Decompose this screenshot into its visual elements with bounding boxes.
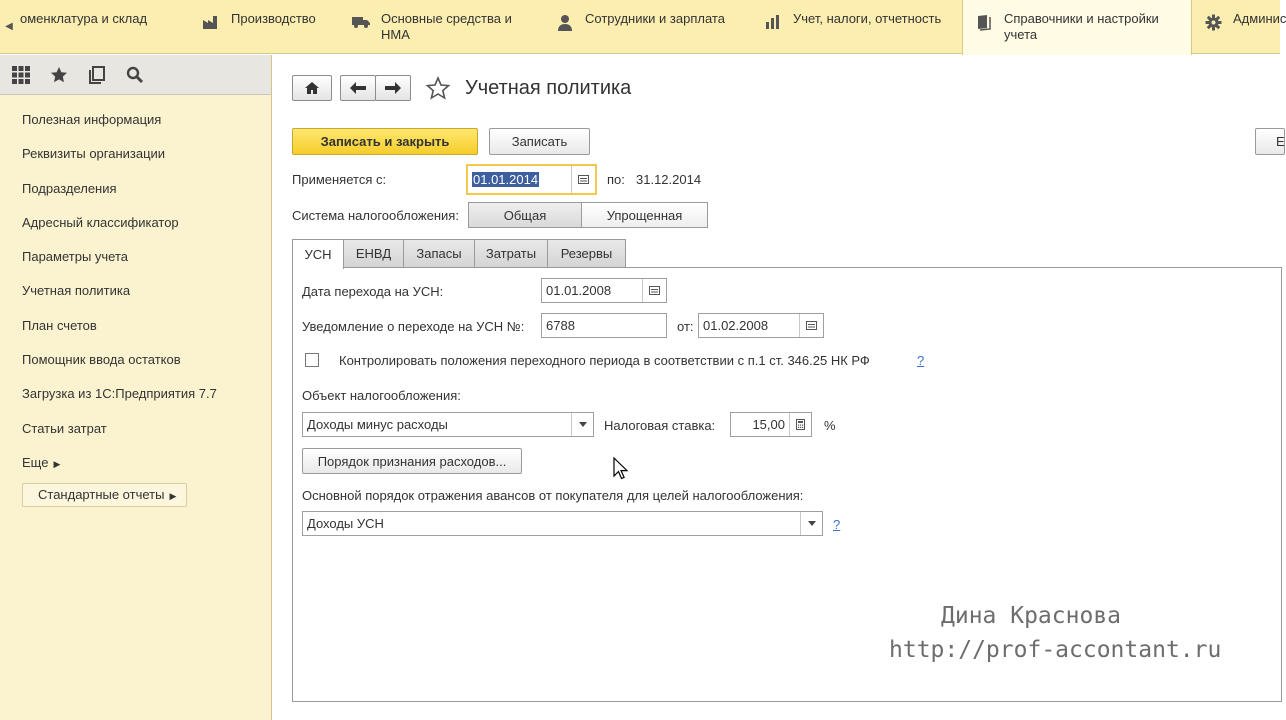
section-label: Основные средства и НМА: [381, 11, 512, 42]
nav-item-import-77[interactable]: Загрузка из 1С:Предприятия 7.7: [22, 386, 217, 402]
section-fixed-assets[interactable]: [340, 0, 544, 53]
tax-rate-field[interactable]: [730, 412, 812, 437]
more-actions-button[interactable]: Е: [1255, 128, 1285, 155]
history-icon[interactable]: [86, 64, 108, 86]
tab-costs[interactable]: Затраты: [474, 239, 548, 267]
nav-item-useful-info[interactable]: Полезная информация: [22, 112, 162, 127]
tax-object-select[interactable]: [302, 412, 594, 437]
section-label: оменклатура и склад: [20, 11, 148, 26]
watermark-url: http://prof-accontant.ru: [889, 637, 1222, 663]
section-accounting[interactable]: [752, 0, 962, 53]
section-label: Админис: [1233, 11, 1286, 26]
mouse-cursor-icon: [613, 457, 629, 481]
nav-item-chart-of-accounts[interactable]: План счетов: [22, 317, 97, 333]
section-label: Сотрудники и зарплата: [585, 11, 725, 26]
section-label: Справочники и настройки учета: [1004, 11, 1159, 42]
tab-bar: [292, 239, 625, 268]
tax-object-value: Доходы минус расходы: [307, 417, 448, 432]
search-icon[interactable]: [124, 64, 146, 86]
applies-from-field[interactable]: [466, 164, 597, 195]
chevron-right-icon: ▶: [169, 491, 177, 502]
applies-from-value: 01.01.2014: [473, 172, 539, 187]
chevron-right-icon: ▶: [53, 458, 61, 469]
transition-date-value: 01.01.2008: [546, 283, 612, 298]
arrow-left-icon: [350, 82, 366, 94]
nav-item-org-details[interactable]: Реквизиты организации: [22, 146, 166, 162]
expense-recognition-order-button[interactable]: Порядок признания расходов...: [302, 448, 522, 474]
chart-icon: [762, 12, 784, 32]
notice-from-label: от:: [677, 319, 694, 334]
tax-system-label: Система налогообложения:: [292, 208, 459, 223]
notice-number-value: 6788: [546, 318, 575, 333]
dropdown-arrow-icon[interactable]: [571, 413, 593, 436]
nav-item-opening-balances[interactable]: Помощник ввода остатков: [22, 352, 181, 368]
tab-envd[interactable]: ЕНВД: [343, 239, 404, 267]
arrow-right-icon: [385, 82, 401, 94]
calendar-icon[interactable]: [571, 166, 595, 193]
notice-date-value: 01.02.2008: [703, 318, 769, 333]
nav-item-accounting-params[interactable]: Параметры учета: [22, 249, 129, 265]
section-production[interactable]: [190, 0, 340, 53]
factory-icon: [200, 12, 222, 32]
navigation-list: [0, 95, 271, 480]
applies-to-label: по:: [607, 172, 625, 187]
tax-system-general-option[interactable]: Общая: [468, 202, 582, 228]
tax-system-switch: [468, 202, 708, 228]
advances-label: Основной порядок отражения авансов от покупателя для целей налогообложения:: [302, 488, 804, 503]
section-label: Производство: [231, 11, 316, 26]
calculator-icon[interactable]: [789, 413, 811, 436]
history-nav: [340, 75, 411, 101]
notice-number-field[interactable]: [541, 313, 667, 338]
favorites-star-icon[interactable]: [48, 64, 70, 86]
page-title: Учетная политика: [465, 76, 632, 99]
section-inventory[interactable]: [18, 0, 190, 53]
form-area: [273, 55, 1285, 720]
navigation-toolbar: [0, 55, 271, 95]
form-header: [292, 75, 631, 101]
nav-item-accounting-policy[interactable]: Учетная политика: [22, 283, 131, 299]
forward-button[interactable]: [375, 75, 411, 101]
tax-rate-value: 15,00: [752, 417, 785, 432]
calendar-icon[interactable]: [642, 279, 666, 302]
applies-from-label: Применяется с:: [292, 172, 387, 187]
watermark-author: Дина Краснова: [941, 603, 1122, 629]
save-and-close-button[interactable]: Записать и закрыть: [292, 128, 478, 155]
tab-reserves[interactable]: Резервы: [547, 239, 626, 267]
section-reference[interactable]: [962, 0, 1192, 55]
transition-date-field[interactable]: [541, 278, 667, 303]
book-icon: [973, 12, 995, 32]
tab-inventory[interactable]: Запасы: [403, 239, 475, 267]
section-admin[interactable]: [1192, 0, 1286, 53]
notice-date-field[interactable]: [698, 313, 824, 338]
standard-reports-button[interactable]: [22, 483, 187, 507]
help-link[interactable]: ?: [917, 353, 925, 368]
home-button[interactable]: [292, 75, 332, 101]
navigation-panel: [0, 55, 272, 720]
all-functions-grid-icon[interactable]: [10, 64, 32, 86]
nav-item-address-classifier[interactable]: Адресный классификатор: [22, 214, 179, 230]
control-transition-checkbox[interactable]: [305, 353, 319, 367]
dropdown-arrow-icon[interactable]: [800, 512, 822, 535]
section-employees[interactable]: [544, 0, 752, 53]
home-icon: [305, 82, 319, 94]
advances-select[interactable]: [302, 511, 823, 536]
advances-value: Доходы УСН: [307, 516, 384, 531]
percent-sign: %: [824, 418, 836, 433]
notice-label: Уведомление о переходе на УСН №:: [302, 319, 525, 334]
standard-reports-label: Стандартные отчеты: [38, 487, 165, 503]
person-icon: [554, 12, 576, 32]
save-button[interactable]: Записать: [489, 128, 590, 155]
calendar-icon[interactable]: [799, 314, 823, 337]
transition-date-label: Дата перехода на УСН:: [302, 284, 444, 299]
nav-item-cost-items[interactable]: Статьи затрат: [22, 420, 107, 436]
truck-icon: [350, 12, 372, 32]
tax-system-simplified-option[interactable]: Упрощенная: [581, 202, 708, 228]
tab-usn[interactable]: УСН: [292, 239, 344, 269]
nav-item-more[interactable]: [0, 446, 271, 480]
section-panel: [0, 0, 1286, 54]
more-label: Еще: [22, 454, 49, 470]
sections-scroll-left-icon[interactable]: ◀: [5, 21, 13, 32]
control-transition-label: Контролировать положения переходного периода в соответствии с п.1 ст. 346.25 НК РФ: [339, 353, 870, 368]
gear-icon: [1202, 12, 1224, 32]
tax-rate-label: Налоговая ставка:: [604, 418, 716, 433]
help-link[interactable]: ?: [833, 517, 841, 532]
tax-object-label: Объект налогообложения:: [302, 388, 461, 403]
applies-to-value: 31.12.2014: [636, 172, 702, 187]
section-label: Учет, налоги, отчетность: [793, 11, 942, 26]
add-to-favorites-star-icon[interactable]: [425, 75, 451, 101]
nav-item-departments[interactable]: Подразделения: [22, 180, 117, 196]
back-button[interactable]: [340, 75, 376, 101]
